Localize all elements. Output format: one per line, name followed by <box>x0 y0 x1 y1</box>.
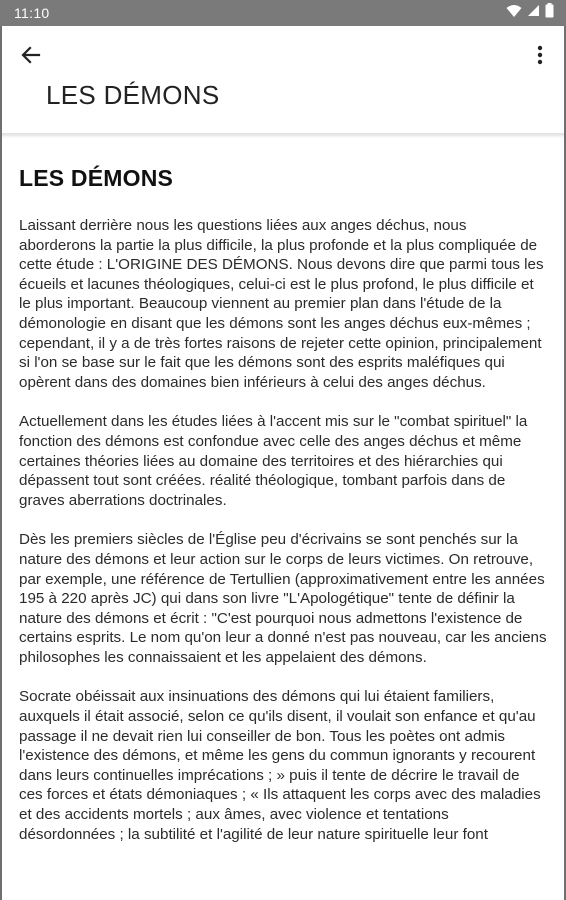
overflow-menu-button[interactable] <box>528 42 552 72</box>
arrow-back-icon <box>21 45 41 70</box>
status-time: 11:10 <box>14 5 50 21</box>
app-bar <box>0 26 566 134</box>
status-icons <box>506 3 554 23</box>
screen-edge-left <box>0 26 2 900</box>
article-paragraph: Socrate obéissait aux insinuations des démons qui lui étaient familiers, auxquels il était associé, selon ce qu'ils disent, il voulait son enfance et qu'au passage il ne devait rien lui conseiller de bon. Tous les poètes ont admis l'existence des démons, et même les gens du commun ignorants y recourent dans leurs continuelles imprécations ; » puis il tente de décrire le travail de ces forces et états démoniaques ; « Ils attaquent les corps avec des maladies et des accidents mortels ; aux âmes, avec violence et tentations désordonnées ; la subtilité et l'agilité de leur nature spirituelle leur font <box>19 688 541 843</box>
status-bar <box>0 0 566 26</box>
back-button[interactable] <box>16 42 46 72</box>
article-content[interactable] <box>0 135 566 900</box>
more-vert-icon <box>537 45 543 70</box>
battery-icon <box>545 3 554 23</box>
article-paragraph: Dès les premiers siècles de l'Église peu d'écrivains se sont penchés sur la nature des démons et leur action sur le corps de leurs victimes. On retrouve, par exemple, une référence de Tertullien (approximativement entre les années 195 à 220 après JC) qui dans son livre "L'Apologétique" tente de définir la nature des démons et écrit : "C'est pourquoi nous admettons l'existence de certains esprits. Le nom qu'on leur a donné n'est pas nouveau, car les anciens philosophes les connaissaient et les appelaient des démons. <box>19 531 547 666</box>
article-paragraph: Actuellement dans les études liées à l'accent mis sur le "combat spirituel" la fonction des démons est confondue avec celle des anges déchus et même certaines théories liées au domaine des territoires et des hiérarchies qui dépassent tout sont créées. réalité théologique, tombant parfois dans de graves aberrations doctrinales. <box>19 413 528 509</box>
page-title: LES DÉMONS <box>46 80 220 110</box>
article-heading: LES DÉMONS <box>19 165 174 191</box>
article-paragraph: Laissant derrière nous les questions liées aux anges déchus, nous aborderons la partie la plus difficile, la plus profonde et la plus compliquée de cette étude : L'ORIGINE DES DÉMONS. Nous devons dire que parmi tous les écueils et lacunes théologiques, celui-ci est le plus profond, le plus difficile et le plus important. Beaucoup viennent au premier plan dans l'étude de la démonologie en disant que les démons sont les anges déchus eux-mêmes ; cependant, il y a de très fortes raisons de rejeter cette opinion, principalement si l'on se base sur le fait que les démons sont des esprits maléfiques qui opèrent dans des domaines bien inférieurs à celui des anges déchus. <box>19 217 544 391</box>
cell-signal-icon <box>527 4 540 22</box>
wifi-icon <box>506 4 522 23</box>
